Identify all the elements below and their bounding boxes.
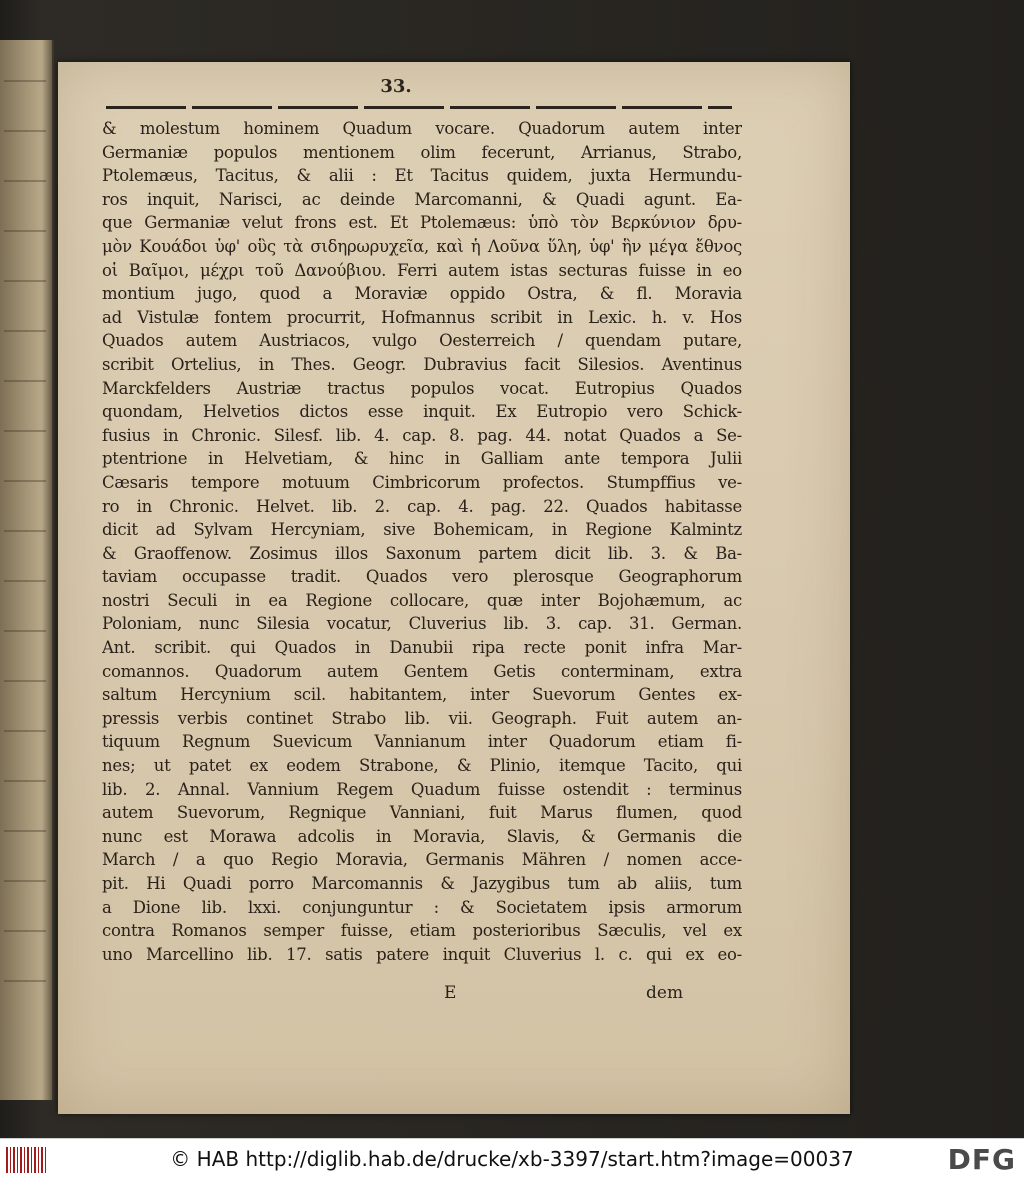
text-line: autem Suevorum, Regnique Vanniani, fuit Marus flumen, quod [102, 803, 742, 823]
text-line: nes; ut patet ex eodem Strabone, & Plinio, itemque Tacito, qui [102, 756, 742, 776]
text-line: saltum Hercynium scil. habitantem, inter Suevorum Gentes ex- [102, 685, 742, 705]
text-line: Marckfelders Austriæ tractus populos vocat. Eutropius Quados [102, 378, 742, 398]
text-line: Germaniæ populos mentionem olim fecerunt, Arrianus, Strabo, [102, 142, 742, 162]
text-line: tiquum Regnum Suevicum Vannianum inter Quadorum etiam fi- [102, 732, 742, 752]
dfg-logo: DFG [947, 1143, 1016, 1176]
text-line: contra Romanos semper fuisse, etiam posterioribus Sæculis, vel ex [102, 921, 742, 941]
catchword: dem [646, 983, 684, 1003]
text-line: fusius in Chronic. Silesf. lib. 4. cap. 8. pag. 44. notat Quados a Se- [102, 425, 742, 445]
page-number: 33. [380, 76, 412, 97]
text-line: pit. Hi Quadi porro Marcomannis & Jazygibus tum ab aliis, tum [102, 874, 742, 893]
text-line: comannos. Quadorum autem Gentem Getis conterminam, extra [102, 661, 742, 681]
text-line: montium jugo, quod a Moraviæ oppido Ostra, & fl. Moravia [102, 284, 742, 304]
text-line: pressis verbis continet Strabo lib. vii. Geograph. Fuit autem an- [102, 708, 742, 728]
text-line: οἱ Βαῖμοι, μέχρι τοῦ Δανούβιου. Ferri autem istas secturas fuisse in eo [102, 260, 742, 280]
text-line: uno Marcellino lib. 17. satis patere inquit Cluverius l. c. qui ex eo- [102, 944, 742, 964]
text-line: dicit ad Sylvam Hercyniam, sive Bohemicam, in Regione Kalmintz [102, 520, 742, 540]
previous-page-edge [0, 40, 54, 1100]
text-line: Quados autem Austriacos, vulgo Oesterreich / quendam putare, [102, 331, 742, 351]
copyright-link[interactable]: © HAB http://diglib.hab.de/drucke/xb-3397/start.htm?image=00037 [170, 1147, 854, 1171]
header-rule [106, 106, 732, 109]
text-line: Ptolemæus, Tacitus, & alii : Et Tacitus quidem, juxta Hermundu- [102, 166, 742, 186]
text-line: lib. 2. Annal. Vannium Regem Quadum fuisse ostendit : terminus [102, 779, 742, 799]
text-line: Cæsaris tempore motuum Cimbricorum profectos. Stumpffius ve- [102, 472, 742, 492]
text-line: quondam, Helvetios dictos esse inquit. Ex Eutropio vero Schick- [102, 402, 742, 422]
text-line: & Graoffenow. Zosimus illos Saxonum partem dicit lib. 3. & Ba- [102, 543, 742, 563]
text-line: Ant. scribit. qui Quados in Danubii ripa recte ponit infra Mar- [102, 638, 742, 658]
text-line: ptentrione in Helvetiam, & hinc in Galliam ante tempora Julii [102, 449, 742, 469]
book-page [58, 62, 850, 1114]
text-line: nostri Seculi in ea Regione collocare, quæ inter Bojohæmum, ac [102, 590, 742, 610]
text-line: que Germaniæ velut frons est. Et Ptolemæus: ὑπὸ τὸν Βερκύνιον δρυ- [102, 213, 742, 233]
viewer-footer [0, 1138, 1024, 1180]
page-body-text [102, 117, 742, 966]
text-line: March / a quo Regio Moravia, Germanis Mähren / nomen acce- [102, 850, 742, 870]
text-line: ad Vistulæ fontem procurrit, Hofmannus scribit in Lexic. h. v. Hos [102, 307, 742, 327]
signature-mark: E [444, 983, 457, 1003]
text-line: ros inquit, Narisci, ac deinde Marcomanni, & Quadi agunt. Ea- [102, 189, 742, 209]
text-line: taviam occupasse tradit. Quados vero plerosque Geographorum [102, 567, 742, 587]
text-line: ro in Chronic. Helvet. lib. 2. cap. 4. pag. 22. Quados habitasse [102, 496, 742, 516]
text-line: Poloniam, nunc Silesia vocatur, Cluverius lib. 3. cap. 31. German. [102, 614, 742, 634]
text-line: & molestum hominem Quadum vocare. Quadorum autem inter [102, 119, 742, 138]
text-line: scribit Ortelius, in Thes. Geogr. Dubravius facit Silesios. Aventinus [102, 354, 742, 374]
text-line: a Dione lib. lxxi. conjunguntur : & Societatem ipsis armorum [102, 897, 742, 917]
text-line: nunc est Morawa adcolis in Moravia, Slavis, & Germanis die [102, 826, 742, 846]
text-line: μὸν Κουάδοι ὑφ' οὓς τὰ σιδηρωρυχεῖα, καὶ ἡ Λοῦνα ὕλη, ὑφ' ἣν μέγα ἔθνος [102, 236, 742, 256]
